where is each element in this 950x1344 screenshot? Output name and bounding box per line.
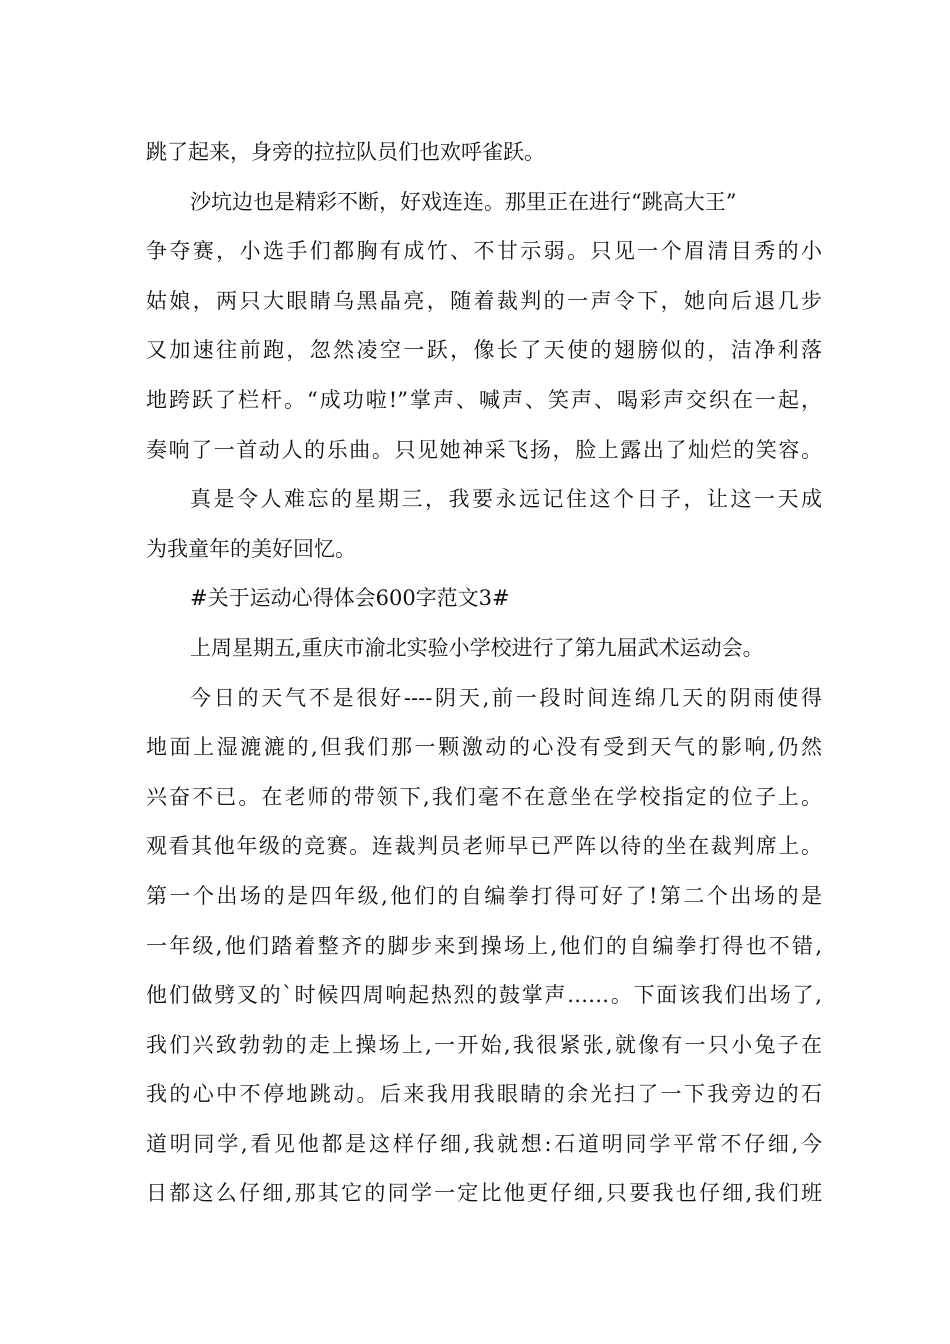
paragraph-start-line: 上周星期五,重庆市渝北实验小学校进行了第九届武术运动会。 <box>190 635 764 660</box>
section-heading: #关于运动心得体会600字范文3# <box>190 586 510 611</box>
paragraph-start-line: 沙坑边也是精彩不断，好戏连连。那里正在进行“跳高大王” <box>190 189 737 214</box>
text-line: 又加速往前跑，忽然凌空一跃，像长了天使的翅膀似的，洁净利落 <box>146 338 822 363</box>
paragraph-start-line: 今日的天气不是很好----阴天,前一段时间连绵几天的阴雨使得 <box>190 685 822 710</box>
text-line: 地跨跃了栏杆。“成功啦!”掌声、喊声、笑声、喝彩声交织在一起， <box>146 387 822 412</box>
text-line: 观看其他年级的竞赛。连裁判员老师早已严阵以待的坐在裁判席上。 <box>146 834 822 859</box>
document-body <box>146 128 822 1219</box>
text-line: 一年级,他们踏着整齐的脚步来到操场上,他们的自编拳打得也不错, <box>146 933 822 958</box>
text-line: 道明同学,看见他都是这样仔细,我就想:石道明同学平常不仔细,今 <box>146 1131 822 1156</box>
text-line: 兴奋不已。在老师的带领下,我们毫不在意坐在学校指定的位子上。 <box>146 784 822 809</box>
text-line: 姑娘，两只大眼睛乌黑晶亮，随着裁判的一声令下，她向后退几步 <box>146 288 822 313</box>
text-line: 我的心中不停地跳动。后来我用我眼睛的余光扫了一下我旁边的石 <box>146 1082 822 1107</box>
text-line: 他们做劈叉的`时候四周响起热烈的鼓掌声……。下面该我们出场了, <box>146 983 822 1008</box>
text-line: 日都这么仔细,那其它的同学一定比他更仔细,只要我也仔细,我们班 <box>146 1181 822 1206</box>
text-line: 地面上湿漉漉的,但我们那一颗激动的心没有受到天气的影响,仍然 <box>146 735 822 760</box>
text-line: 我们兴致勃勃的走上操场上,一开始,我很紧张,就像有一只小兔子在 <box>146 1032 822 1057</box>
text-line: 第一个出场的是四年级,他们的自编拳打得可好了!第二个出场的是 <box>146 883 822 908</box>
text-line: 为我童年的美好回忆。 <box>146 536 356 561</box>
text-line: 奏响了一首动人的乐曲。只见她神采飞扬，脸上露出了灿烂的笑容。 <box>146 437 822 462</box>
paragraph-start-line: 真是令人难忘的星期三，我要永远记住这个日子，让这一天成 <box>190 487 822 512</box>
text-line: 跳了起来，身旁的拉拉队员们也欢呼雀跃。 <box>146 140 545 164</box>
text-line: 争夺赛，小选手们都胸有成竹、不甘示弱。只见一个眉清目秀的小 <box>146 239 822 264</box>
